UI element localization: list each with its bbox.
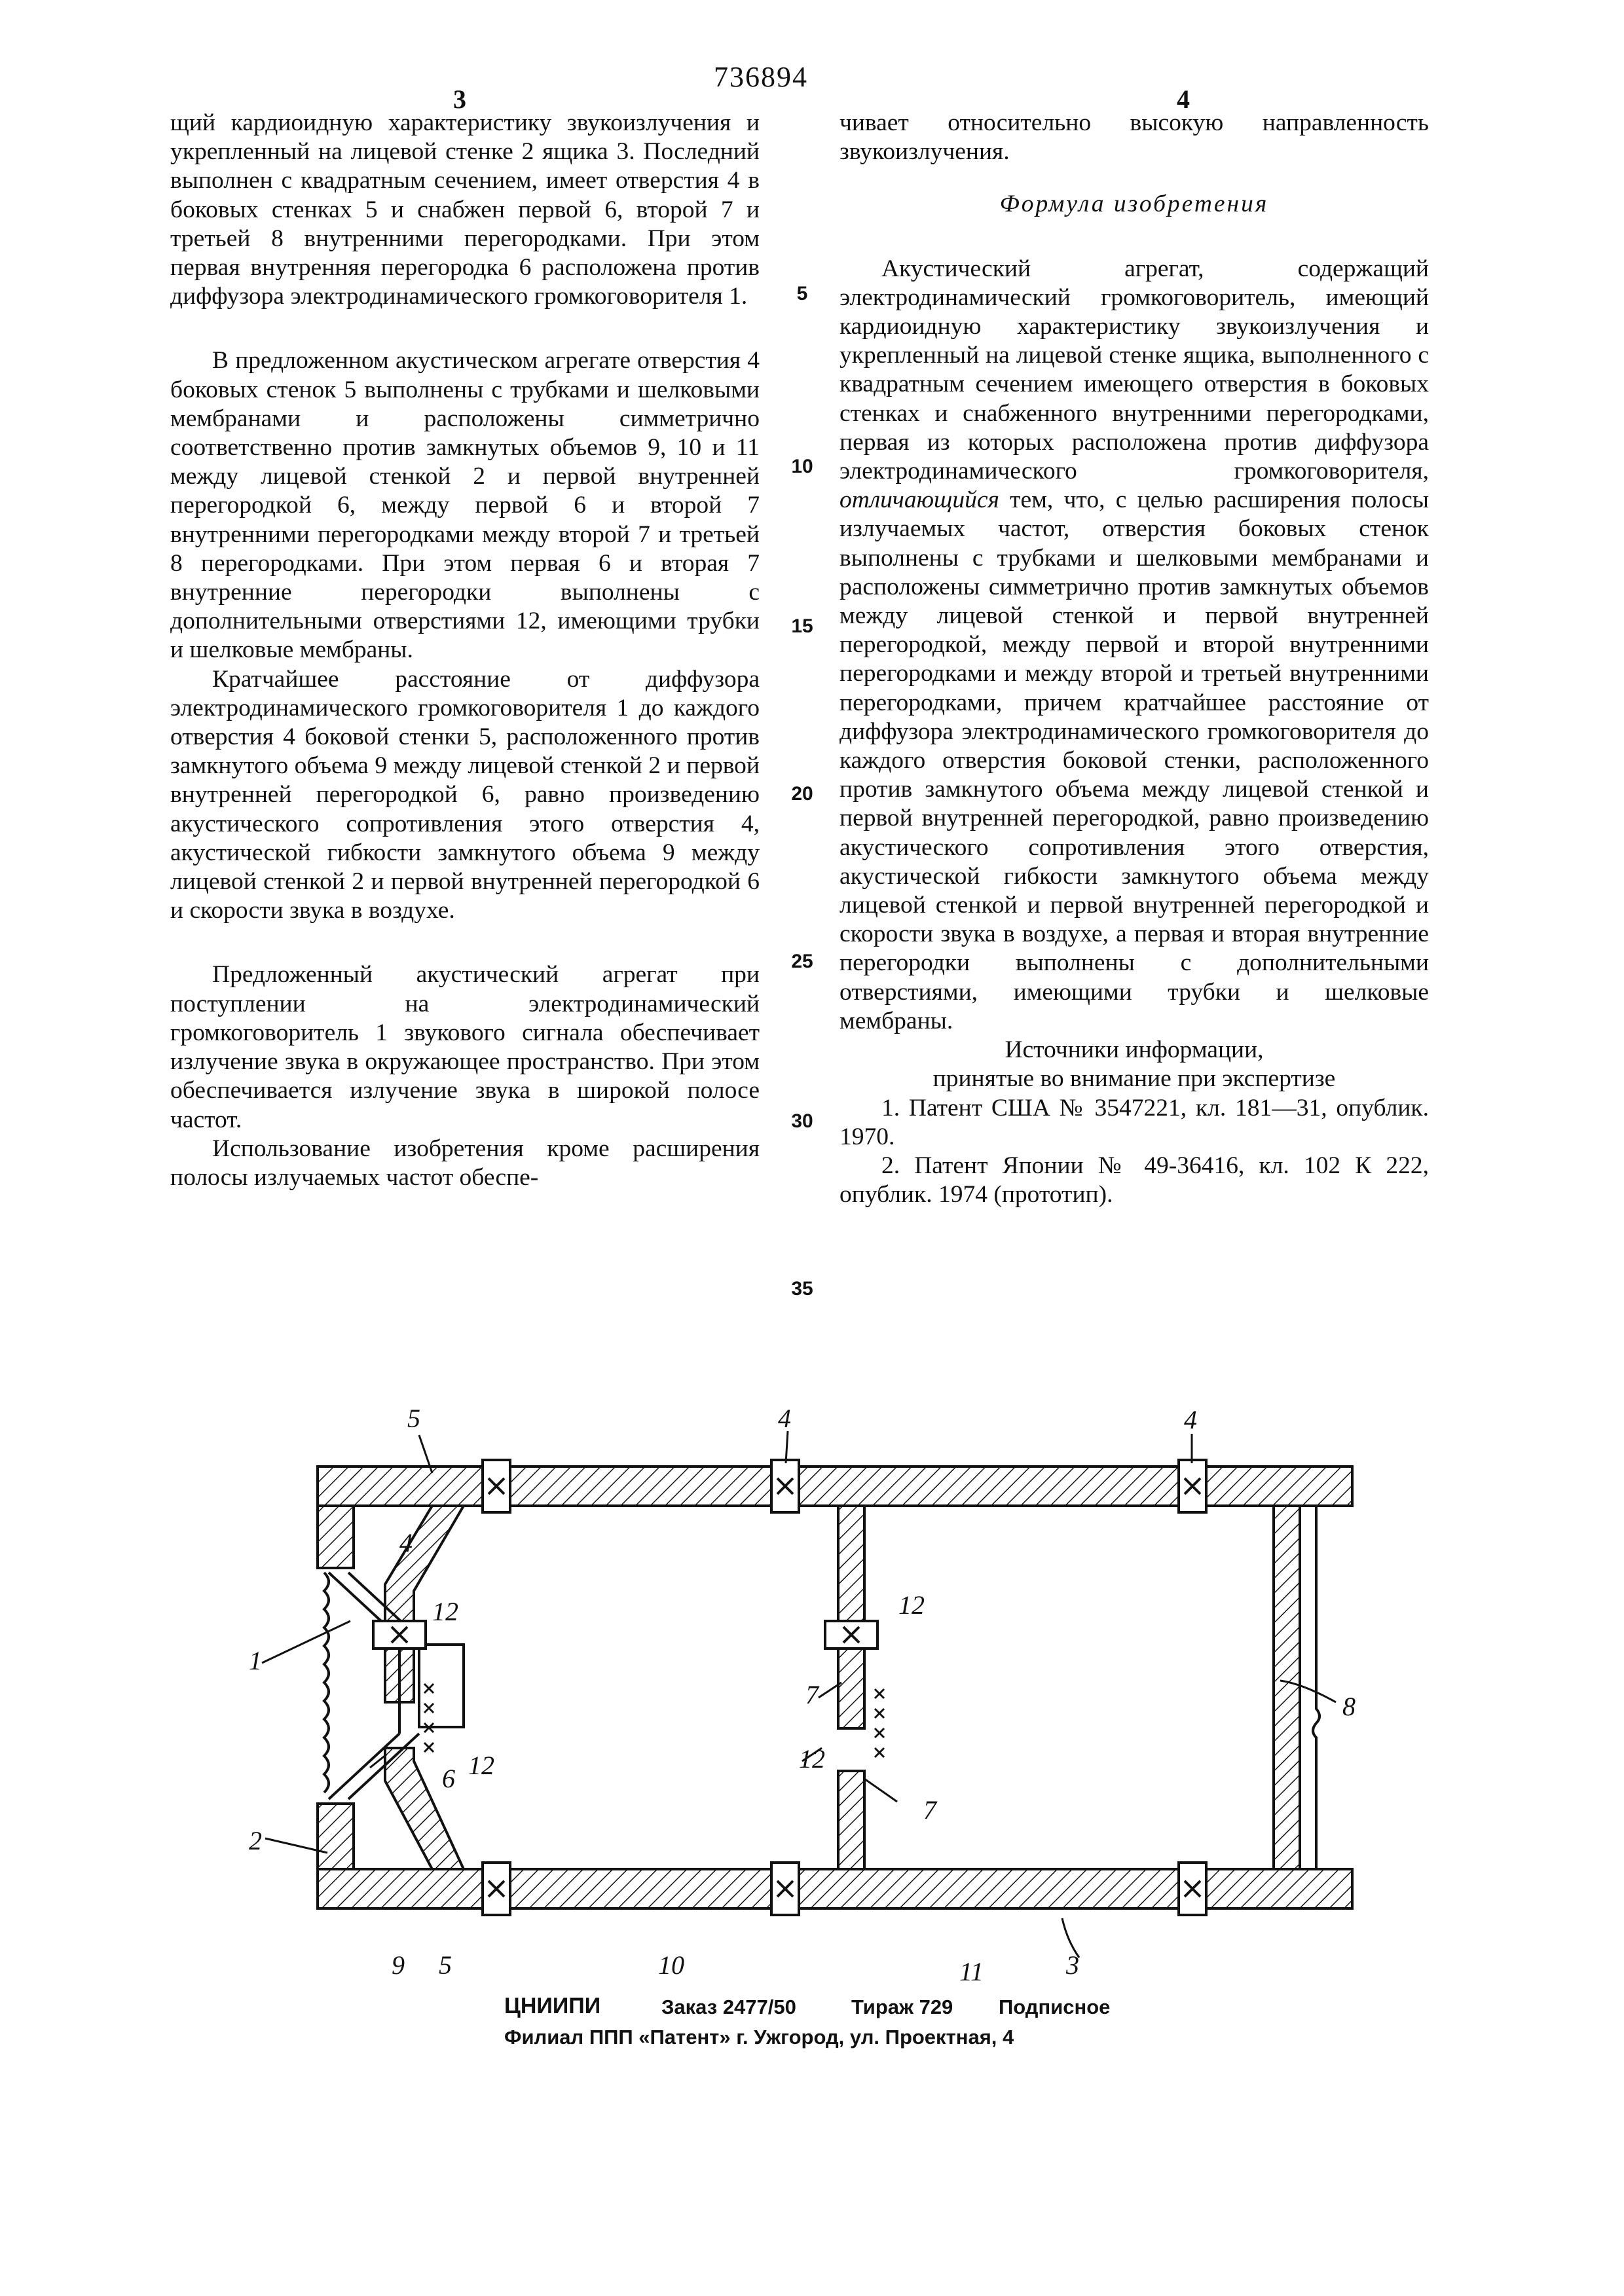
line-number-20: 20 bbox=[791, 783, 813, 805]
front-wall-top bbox=[318, 1506, 354, 1568]
fig-label-12-left-lower: 12 bbox=[468, 1751, 494, 1780]
fig-label-7-lower: 7 bbox=[923, 1795, 936, 1825]
line-number-30: 30 bbox=[791, 1110, 813, 1132]
imprint-branch: Филиал ППП «Патент» г. Ужгород, ул. Проектная, 4 bbox=[504, 2026, 1014, 2049]
fig-label-9: 9 bbox=[392, 1950, 405, 1980]
line-number-15: 15 bbox=[791, 615, 813, 637]
fig-label-8: 8 bbox=[1342, 1692, 1356, 1721]
imprint-circulation: Тираж 729 bbox=[851, 1995, 953, 2018]
second-partition-lower bbox=[838, 1771, 864, 1869]
line-number-5: 5 bbox=[796, 283, 808, 304]
left-paragraph-2: В предложенном акустическом агрегате отверстия 4 боковых стенок 5 выполнены с трубками и шелковыми мембранами и расположены симметрично соответственно против замкнутых объемов 9, 10 и 11 между лицевой стенкой 2 и первой внутренней перегородкой 6, между первой 6 и второй 7 внутренними перегородками между второй 7 и третьей 8 перегородками. При этом первая 6 и вторая 7 внутренние перегородки выполнены с дополнительными отверстиями 12, имеющими трубки и шелковые мембраны. bbox=[170, 347, 760, 664]
break-line bbox=[1313, 1506, 1320, 1869]
line-number-25: 25 bbox=[791, 951, 813, 972]
right-column bbox=[840, 109, 1429, 1209]
left-paragraph-5: Использование изобретения кроме расширения полосы излучаемых частот обеспе- bbox=[170, 1135, 760, 1191]
hole-partition-1 bbox=[373, 1621, 426, 1649]
fig-label-7-upper: 7 bbox=[805, 1680, 819, 1709]
fig-label-10: 10 bbox=[658, 1950, 684, 1980]
claim-part-1: Акустический агрегат, содержащий электродинамический громкоговоритель, имеющий кардиоидную характеристику звукоизлучения и укрепленный на лицевой стенке ящика, выполненного с квадратным сечением имеющего отверстия в боковых стенках и снабженного внутренними перегородками, первая из которых расположена против диффузора электродинамического громкоговорителя, bbox=[840, 255, 1429, 485]
fig-label-4-left: 4 bbox=[399, 1528, 413, 1558]
imprint-subscription: Подписное bbox=[999, 1995, 1111, 2018]
hole-top-3 bbox=[1179, 1460, 1206, 1512]
claim bbox=[840, 255, 1429, 1036]
fig-label-12-right-lower: 12 bbox=[799, 1744, 825, 1774]
hole-bottom-3 bbox=[1179, 1863, 1206, 1915]
imprint-order: Заказ 2477/50 bbox=[661, 1995, 796, 2018]
claim-distinguishing: отличающийся bbox=[840, 486, 999, 514]
fig-label-11: 11 bbox=[959, 1957, 984, 1986]
fig-label-5-top: 5 bbox=[407, 1404, 420, 1433]
hole-top-2 bbox=[771, 1460, 799, 1512]
hole-bottom-1 bbox=[483, 1863, 510, 1915]
fig-label-3: 3 bbox=[1066, 1950, 1079, 1980]
source-2: 2. Патент Японии № 49-36416, кл. 102 К 222, опублик. 1974 (прототип). bbox=[840, 1152, 1429, 1209]
hole-bottom-2 bbox=[771, 1863, 799, 1915]
fig-label-5-bottom: 5 bbox=[439, 1950, 452, 1980]
imprint-org: ЦНИИПИ bbox=[504, 1994, 601, 2018]
fig-label-6: 6 bbox=[442, 1764, 455, 1793]
formula-title: Формула изобретения bbox=[999, 191, 1269, 218]
right-column-number: 4 bbox=[1177, 84, 1190, 114]
patent-number: 736894 bbox=[714, 61, 808, 93]
fig-label-12-left-upper: 12 bbox=[432, 1597, 458, 1626]
loudspeaker-enclosure-drawing bbox=[236, 1401, 1401, 2095]
line-number-10: 10 bbox=[791, 456, 813, 477]
sources-title-2: принятые во внимание при экспертизе bbox=[932, 1065, 1336, 1093]
left-paragraph-1: щий кардиоидную характеристику звукоизлучения и укрепленный на лицевой стенке 2 ящика 3. Последний выполнен с квадратным сечением, имеет отверстия 4 в боковых стенках 5 и снабжен первой 6, второй 7 и третьей 8 внутренними перегородками. При этом первая внутренняя перегородка 6 расположена против диффузора электродинамического громкоговорителя 1. bbox=[170, 109, 760, 310]
second-partition-upper bbox=[838, 1506, 864, 1728]
left-column-number: 3 bbox=[453, 84, 466, 114]
sources-title-1: Источники информации, bbox=[1005, 1036, 1264, 1064]
claim-part-2: тем, что, с целью расширения полосы излучаемых частот, отверстия боковых стенок выполнены с трубками и шелковыми мембранами и расположены симметрично против замкнутых объемов между лицевой стенкой и первой внутренней перегородкой, между первой и второй внутренними перегородками и между второй и третьей внутренними перегородками, причем кратчайшее расстояние от диффузора электродинамического громкоговорителя до каждого отверстия боковой стенки, расположенного против замкнутого объема между лицевой стенкой и первой внутренней перегородкой, равно произведению акустического сопротивления этого отверстия, акустической гибкости замкнутого объема между лицевой стенкой и первой внутренней перегородкой и скорости звука в воздухе, а первая и вторая внутренние перегородки выполнены с дополнительными отверстиями, имеющими трубки и шелковые мембраны. bbox=[840, 486, 1430, 1034]
source-1: 1. Патент США № 3547221, кл. 181—31, опублик. 1970. bbox=[840, 1094, 1429, 1150]
fig-label-4-right: 4 bbox=[1184, 1405, 1197, 1434]
front-wall-bottom bbox=[318, 1804, 354, 1869]
line-number-35: 35 bbox=[791, 1278, 813, 1300]
left-paragraph-3: Кратчайшее расстояние от диффузора электродинамического громкоговорителя 1 до каждого отверстия 4 боковой стенки 5, расположенного против замкнутого объема 9 между лицевой стенкой 2 и первой внутренней перегородкой 6, равно произведению акустического сопротивления этого отверстия 4, акустической гибкости замкнутого объема 9 между лицевой стенкой 2 и первой внутренней перегородкой 6 и скорости звука в воздухе. bbox=[170, 665, 760, 924]
right-continuation: чивает относительно высокую направленность звукоизлучения. bbox=[840, 109, 1429, 166]
fig-label-2: 2 bbox=[249, 1826, 262, 1855]
fig-label-1: 1 bbox=[249, 1646, 262, 1675]
fig-label-12-right-upper: 12 bbox=[898, 1590, 925, 1620]
hole-top-1 bbox=[483, 1460, 510, 1512]
left-paragraph-4: Предложенный акустический агрегат при поступлении на электродинамический громкоговоритель 1 звукового сигнала обеспечивает излучение звука в окружающее пространство. При этом обеспечивается излучение звука в широкой полосе частот. bbox=[170, 961, 760, 1133]
hole-partition-2 bbox=[825, 1621, 877, 1649]
third-partition bbox=[1274, 1506, 1300, 1869]
left-column bbox=[170, 109, 760, 1192]
fig-label-4-middle: 4 bbox=[778, 1404, 791, 1433]
